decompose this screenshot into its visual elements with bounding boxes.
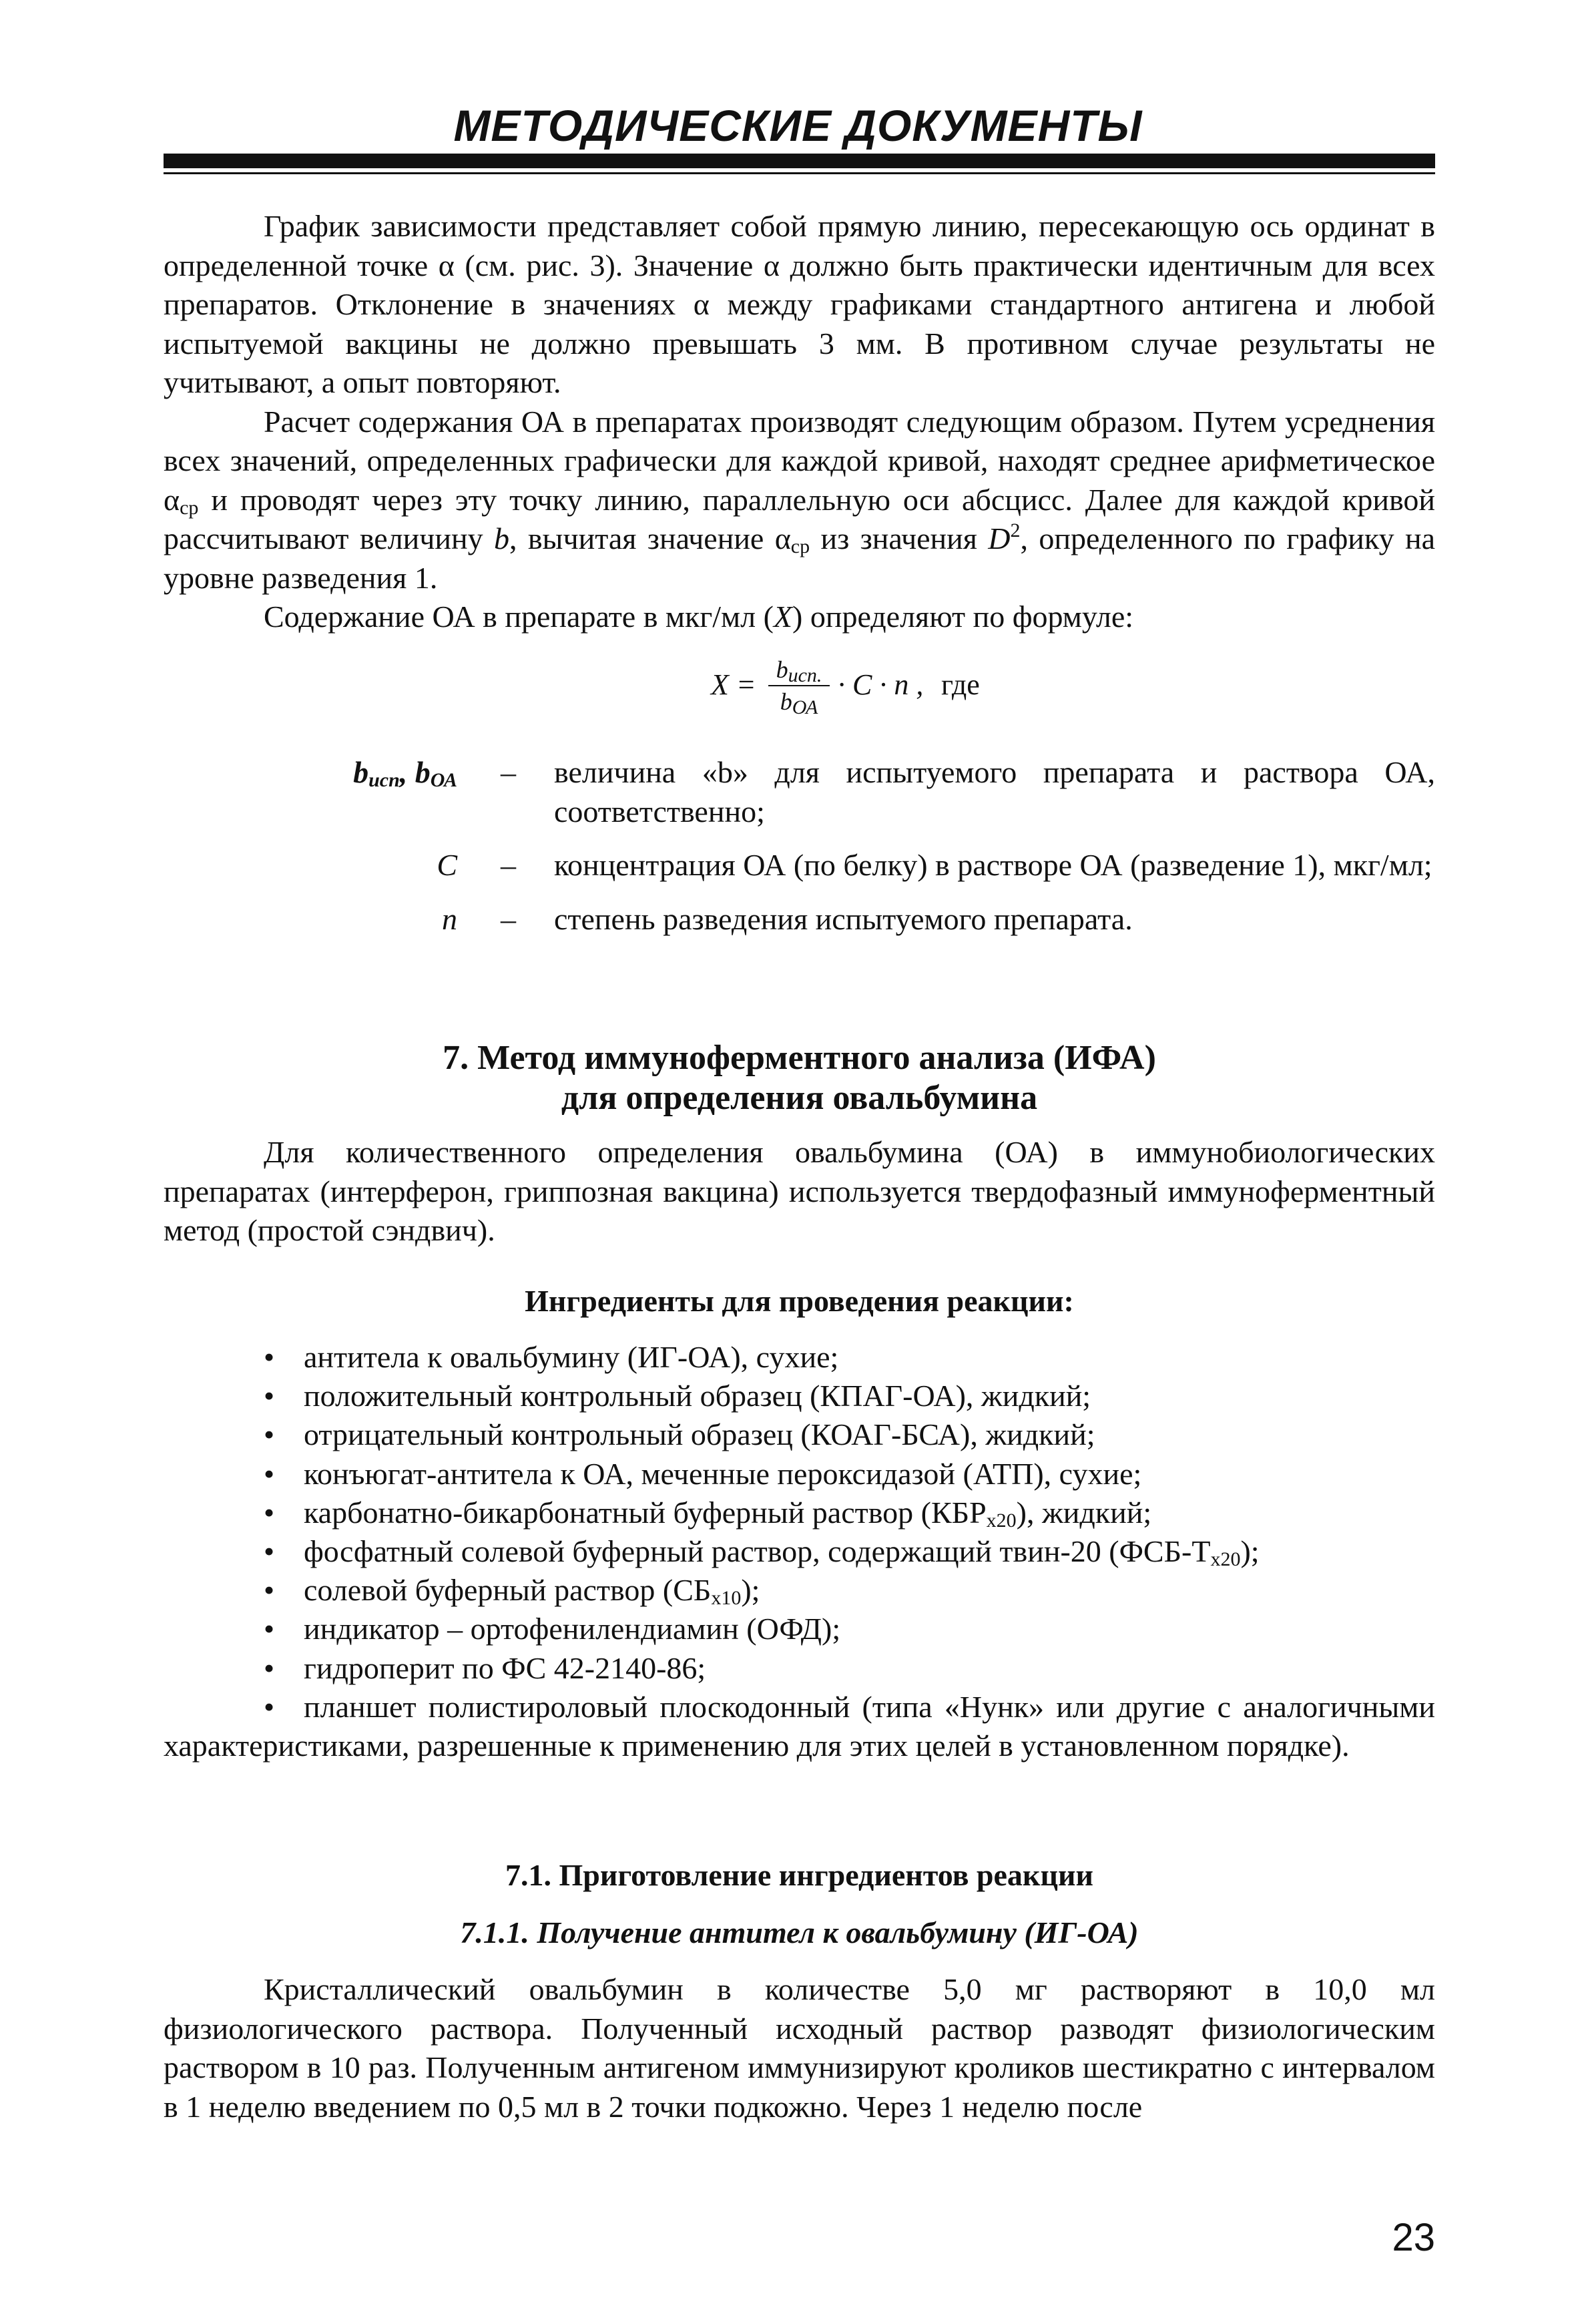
section-7-title-line2: для определения овальбумина	[561, 1079, 1038, 1117]
list-item: • отрицательный контрольный образец (КОАГ-БСА), жидкий;	[264, 1417, 1095, 1452]
header-rule-thick	[164, 154, 1435, 168]
ingredients-title: Ингредиенты для проведения реакции:	[525, 1284, 1074, 1318]
running-header: МЕТОДИЧЕСКИЕ ДОКУМЕНТЫ	[453, 101, 1143, 150]
page-number: 23	[1392, 2216, 1435, 2259]
definition-n: n – степень разведения испытуемого препарата.	[164, 900, 1435, 939]
formula	[711, 654, 1018, 734]
formula-where: где	[941, 668, 980, 701]
section-7-intro: Для количественного определения овальбумина (ОА) в иммунобиологических препаратах (интерферон, гриппозная вакцина) используется твердофазный иммуноферментный метод (простой сэндвич).	[164, 1135, 1435, 1247]
paragraph-formula-intro: Содержание ОА в препарате в мкг/мл (X) определяют по формуле:	[264, 600, 1134, 634]
definition-symbol: n	[442, 901, 457, 936]
header-rule-thin	[164, 172, 1435, 174]
list-item: • положительный контрольный образец (КПАГ-ОА), жидкий;	[264, 1379, 1091, 1413]
intro-text-block	[164, 207, 1435, 637]
list-item: • карбонатно-бикарбонатный буферный раствор $(КБР_{х20})$, жидкий;	[264, 1495, 1152, 1532]
definition-c: C – концентрация ОА (по белку) в растворе ОА (разведение 1), мкг/мл;	[164, 846, 1435, 885]
list-item: • планшет полистироловый плоскодонный (типа «Нунк» или другие с аналогичными характеристиками, разрешенные к применению для этих целей в установленном порядке).	[164, 1689, 1435, 1763]
formula-lhs: X =	[711, 668, 756, 701]
definition-text: величина «b» для испытуемого препарата и раствора ОА, соответственно;	[554, 755, 1435, 829]
paragraph-graph: График зависимости представляет собой прямую линию, пересекающую ось ординат в определенной точке α (см. рис. 3). Значение α должно быть практически идентичным для всех препаратов. Отклонение в значениях α между графиками стандартного антигена и любой испытуемой вакцины не должно превышать 3 мм. В противном случае результаты не учитывают, а опыт повторяют.	[164, 209, 1435, 399]
list-item: • гидроперит по ФС 42-2140-86;	[264, 1650, 706, 1685]
definitions-list	[164, 753, 1435, 953]
definition-text: концентрация ОА (по белку) в растворе ОА (разведение 1), мкг/мл;	[554, 848, 1432, 882]
list-item: • фосфатный солевой буферный раствор, содержащий твин-20 $(ФСБ-Т_{х20})$;	[264, 1534, 1260, 1571]
definition-b: $b_{исп}$, $b_{ОА}$ – величина «b» для испытуемого препарата и раствора ОА, соответственно;	[164, 753, 1435, 831]
list-item: • конъюгат-антитела к ОА, меченные пероксидазой (АТП), сухие;	[264, 1456, 1142, 1491]
list-item: • солевой буферный раствор $(СБ_{х10})$;	[264, 1573, 760, 1610]
list-item: • индикатор – ортофенилендиамин (ОФД);	[264, 1612, 841, 1646]
section-7-1-1-text: Кристаллический овальбумин в количестве 5,0 мг растворяют в 10,0 мл физиологического раствора. Полученный исходный раствор разводят физиологическим раствором в 10 раз. Полученным антигеном иммунизируют кроликов шестикратно с интервалом в 1 неделю введением по 0,5 мл в 2 точки подкожно. Через 1 неделю после	[164, 1972, 1435, 2124]
section-7-title-line1: 7. Метод иммуноферментного анализа (ИФА)	[443, 1039, 1156, 1077]
definition-text: степень разведения испытуемого препарата.	[554, 901, 1133, 936]
formula-rhs: · C · n ,	[838, 668, 924, 701]
list-item: • антитела к овальбумину (ИГ-ОА), сухие;	[264, 1340, 839, 1374]
section-7-1-title: 7.1. Приготовление ингредиентов реакции	[505, 1858, 1093, 1892]
ingredients-list	[164, 1338, 1435, 1765]
paragraph-calculation: Расчет содержания ОА в препаратах производят следующим образом. Путем усреднения всех значений, определенных графически для каждой кривой, находят среднее арифметическое $\alpha_{ср}$ и проводят через эту точку линию, параллельную оси абсцисс. Далее для каждой кривой рассчитывают величину b, вычитая значение $\alpha_{ср}$ из значения $D^2$, определенного по графику на уровне разведения 1.	[164, 404, 1435, 595]
definition-symbol: $b_{исп}$, $b_{ОА}$	[353, 755, 457, 791]
definition-symbol: C	[437, 848, 457, 882]
formula-fraction: $b_{исп.}$ $b_{ОА}$	[764, 654, 834, 717]
section-7-1-1-title: 7.1.1. Получение антител к овальбумину (ИГ-ОА)	[460, 1915, 1139, 1949]
